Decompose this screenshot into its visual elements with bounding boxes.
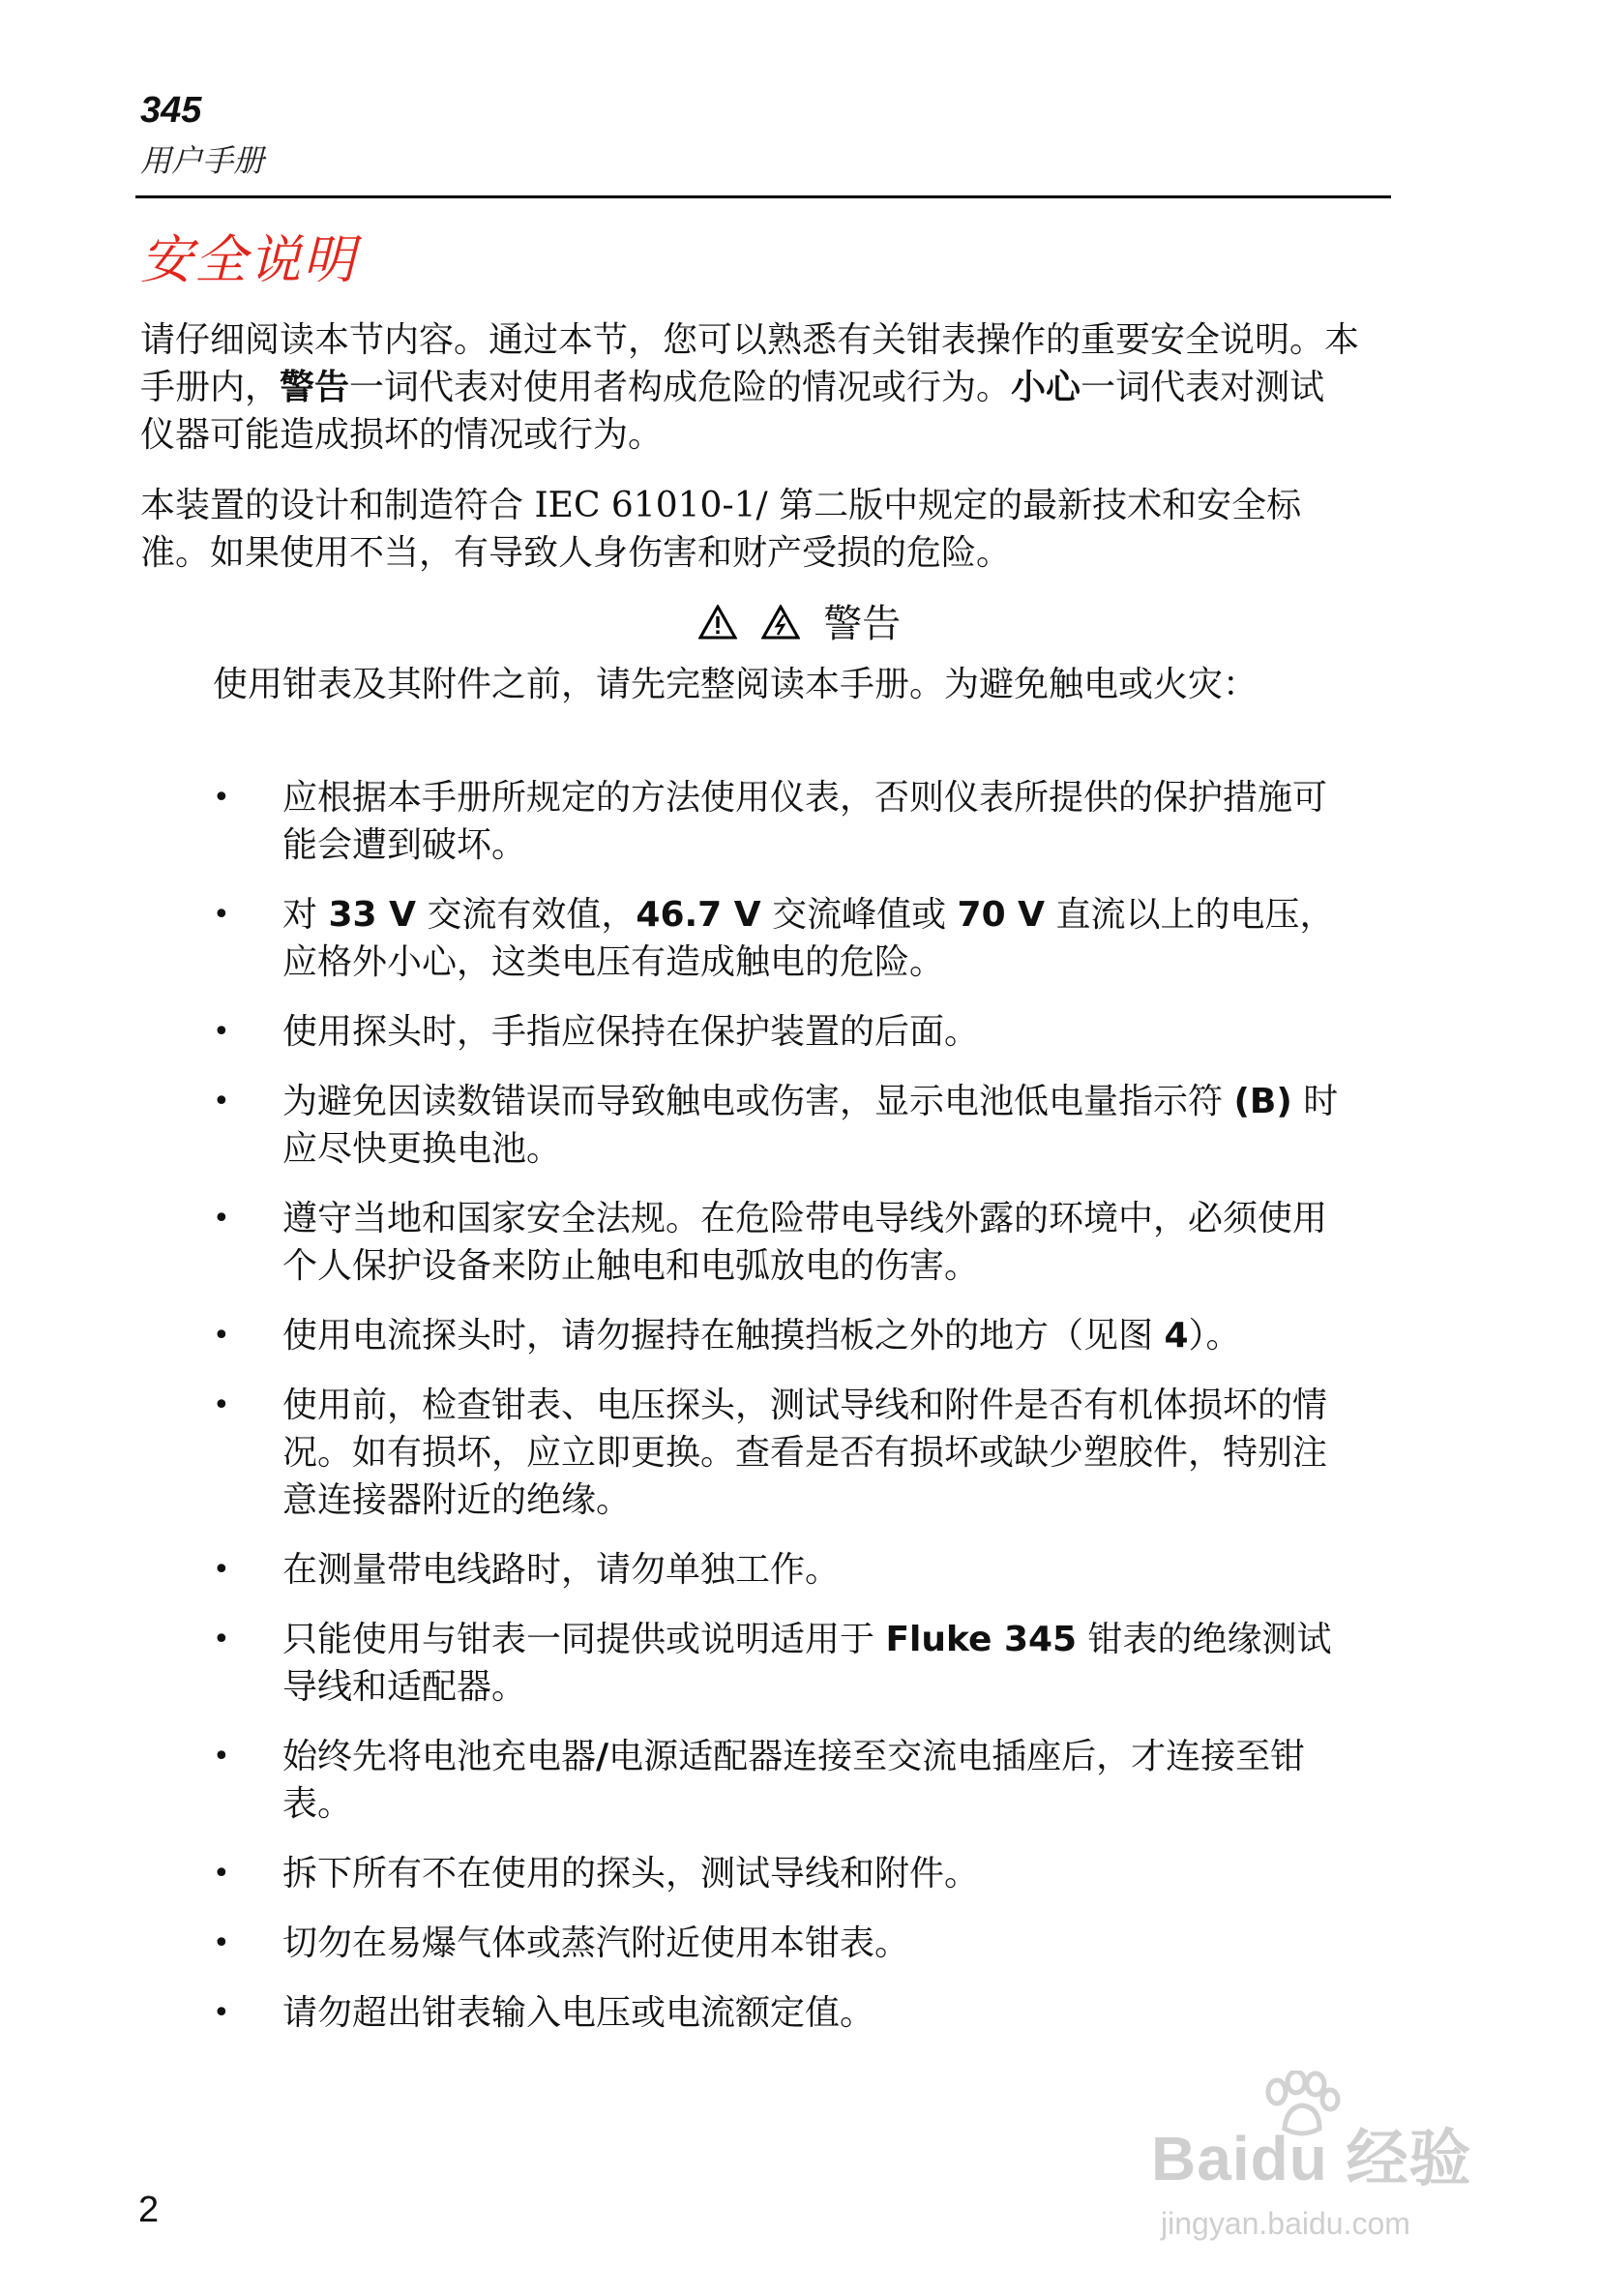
list-item: • 请勿超出钳表输入电压或电流额定值。 (213, 1989, 1354, 2037)
caution-term: 小心 (1011, 368, 1081, 407)
header-divider (135, 195, 1391, 198)
list-item: • 在测量带电线路时，请勿单独工作。 (213, 1546, 1354, 1594)
intro-paragraph: 请仔细阅读本节内容。通过本节，您可以熟悉有关钳表操作的重要安全说明。本手册内，警告一词代表对使用者构成危险的情况或行为。小心一词代表对测试仪器可能造成损坏的情况或行为。 (140, 320, 1360, 455)
warning-heading-label: 警告 (823, 602, 902, 646)
list-item: • 使用电流探头时，请勿握持在触摸挡板之外的地方（见图 4）。 (213, 1312, 1354, 1359)
warning-term: 警告 (280, 368, 350, 407)
watermark-url: jingyan.baidu.com (1161, 2206, 1410, 2241)
bullet-icon: • (213, 1202, 230, 1236)
bullet-icon: • (213, 1623, 230, 1656)
bullet-icon: • (213, 781, 230, 815)
bullet-icon: • (213, 1015, 230, 1049)
baidu-watermark (1151, 2071, 1538, 2264)
bullet-icon: • (213, 1553, 230, 1587)
electric-shock-triangle-icon (761, 601, 800, 653)
manual-subtitle: 用户手册 (140, 142, 265, 179)
list-item: • 应根据本手册所规定的方法使用仪表，否则仪表所提供的保护措施可能会遭到破坏。 (213, 774, 1354, 869)
bullet-icon: • (213, 898, 230, 932)
bullet-icon: • (213, 1857, 230, 1891)
bullet-icon: • (213, 1319, 230, 1353)
list-item: • 对 33 V 交流有效值，46.7 V 交流峰值或 70 V 直流以上的电压，应格外小心，这类电压有造成触电的危险。 (213, 891, 1354, 986)
section-title: 安全说明 (140, 229, 357, 290)
bullet-icon: • (213, 1996, 230, 2030)
page-number: 2 (138, 2190, 160, 2230)
list-item: • 只能使用与钳表一同提供或说明适用于 Fluke 345 钳表的绝缘测试导线和适配器。 (213, 1616, 1354, 1711)
manual-model-number: 345 (140, 90, 202, 131)
list-item: • 切勿在易爆气体或蒸汽附近使用本钳表。 (213, 1920, 1354, 1967)
list-item: • 为避免因读数错误而导致触电或伤害，显示电池低电量指示符 (B) 时应尽快更换电池。 (213, 1078, 1354, 1173)
bullet-icon: • (213, 1388, 230, 1422)
bullet-icon: • (213, 1926, 230, 1960)
caution-triangle-icon (698, 601, 737, 653)
warning-heading (0, 598, 1599, 653)
list-item: • 始终先将电池充电器/电源适配器连接至交流电插座后，才连接至钳表。 (213, 1733, 1354, 1828)
list-item: • 拆下所有不在使用的探头，测试导线和附件。 (213, 1850, 1354, 1897)
battery-low-symbol: (B) (1233, 1082, 1292, 1121)
bullet-icon: • (213, 1085, 230, 1118)
list-item: • 使用探头时，手指应保持在保护装置的后面。 (213, 1008, 1354, 1056)
watermark-logo-text: Baidu 经验 (1151, 2124, 1472, 2193)
warning-intro: 使用钳表及其附件之前，请先完整阅读本手册。为避免触电或火灾： (213, 665, 1258, 704)
bullet-icon: • (213, 1740, 230, 1774)
product-name: Fluke 345 (885, 1620, 1078, 1659)
standard-paragraph: 本装置的设计和制造符合 IEC 61010-1/ 第二版中规定的最新技术和安全标准。如果使用不当，有导致人身伤害和财产受损的危险。 (140, 486, 1302, 573)
figure-reference: 4 (1164, 1316, 1189, 1356)
list-item: • 遵守当地和国家安全法规。在危险带电导线外露的环境中，必须使用个人保护设备来防止触电和电弧放电的伤害。 (213, 1195, 1354, 1290)
list-item: • 使用前，检查钳表、电压探头，测试导线和附件是否有机体损坏的情况。如有损坏，应立即更换。查看是否有损坏或缺少塑胶件，特别注意连接器附近的绝缘。 (213, 1382, 1354, 1524)
warning-list (213, 774, 1354, 2059)
